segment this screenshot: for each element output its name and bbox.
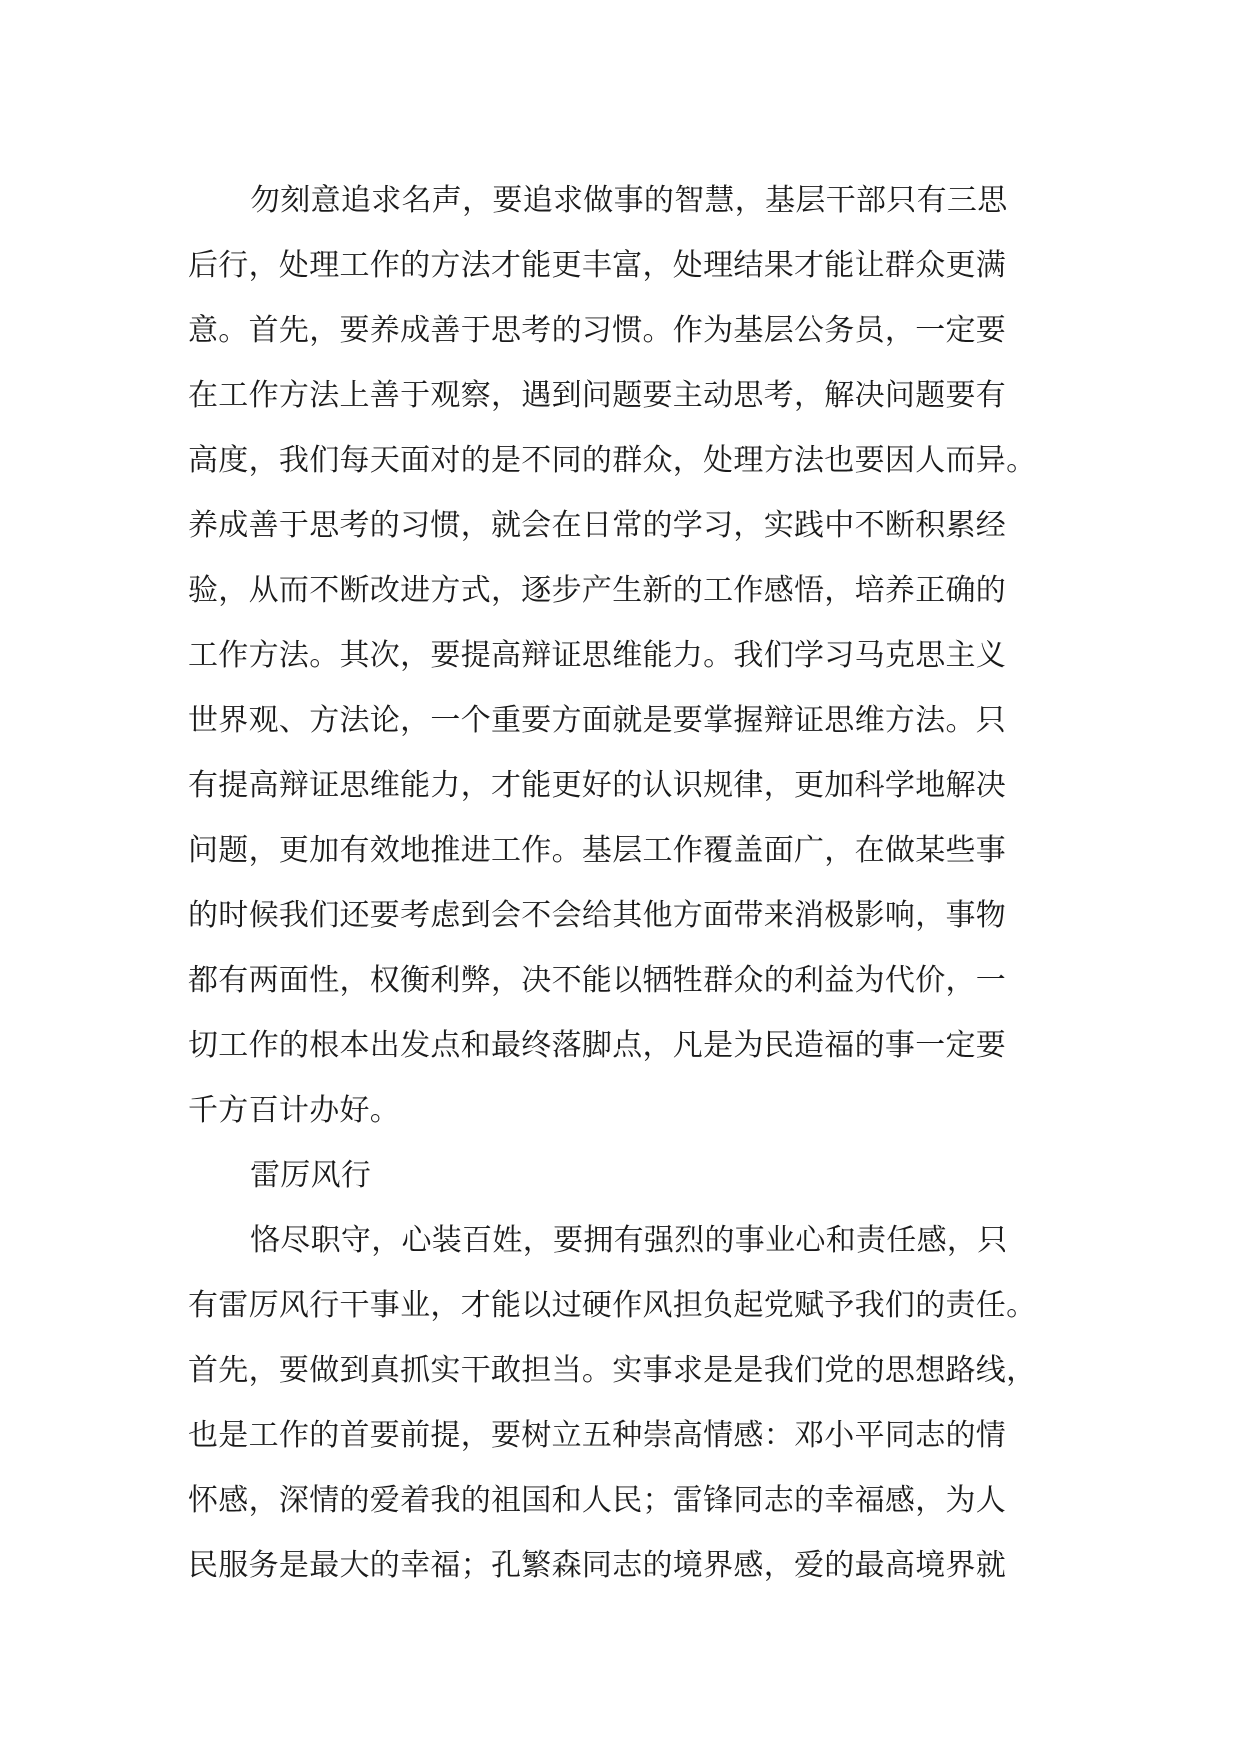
paragraph-line: 恪尽职守，心装百姓，要拥有强烈的事业心和责任感，只: [250, 1223, 1008, 1258]
paragraph-line: 的时候我们还要考虑到会不会给其他方面带来消极影响，事物: [188, 898, 1007, 933]
paragraph-line: 后行，处理工作的方法才能更丰富，处理结果才能让群众更满: [188, 248, 1007, 283]
section-heading: 雷厉风行: [250, 1158, 372, 1193]
paragraph-line: 勿刻意追求名声，要追求做事的智慧，基层干部只有三思: [250, 183, 1008, 218]
document-body: [188, 168, 1088, 1598]
paragraph-line: 怀感，深情的爱着我的祖国和人民；雷锋同志的幸福感，为人: [188, 1483, 1007, 1518]
paragraph-line: 问题，更加有效地推进工作。基层工作覆盖面广，在做某些事: [188, 833, 1007, 868]
paragraph-line: 民服务是最大的幸福；孔繁森同志的境界感，爱的最高境界就: [188, 1548, 1007, 1583]
paragraph-line: 有提高辩证思维能力，才能更好的认识规律，更加科学地解决: [188, 768, 1007, 803]
paragraph-line: 也是工作的首要前提，要树立五种崇高情感：邓小平同志的情: [188, 1418, 1007, 1453]
paragraph: [188, 168, 1088, 1143]
paragraph: [188, 1208, 1088, 1598]
paragraph-line: 都有两面性，权衡利弊，决不能以牺牲群众的利益为代价，一: [188, 963, 1007, 998]
paragraph-line: 千方百计办好。: [188, 1093, 401, 1128]
paragraph-line: 养成善于思考的习惯，就会在日常的学习，实践中不断积累经: [188, 508, 1007, 543]
paragraph-line: 意。首先，要养成善于思考的习惯。作为基层公务员，一定要: [188, 313, 1007, 348]
paragraph-line: 验，从而不断改进方式，逐步产生新的工作感悟，培养正确的: [188, 573, 1007, 608]
paragraph-line: 切工作的根本出发点和最终落脚点，凡是为民造福的事一定要: [188, 1028, 1007, 1063]
paragraph-line: 高度，我们每天面对的是不同的群众，处理方法也要因人而异。: [188, 443, 1037, 478]
paragraph-line: 首先，要做到真抓实干敢担当。实事求是是我们党的思想路线，: [188, 1353, 1037, 1388]
paragraph-line: 在工作方法上善于观察，遇到问题要主动思考，解决问题要有: [188, 378, 1007, 413]
paragraph-line: 有雷厉风行干事业，才能以过硬作风担负起党赋予我们的责任。: [188, 1288, 1037, 1323]
paragraph-line: 世界观、方法论，一个重要方面就是要掌握辩证思维方法。只: [188, 703, 1007, 738]
paragraph-line: 工作方法。其次，要提高辩证思维能力。我们学习马克思主义: [188, 638, 1007, 673]
